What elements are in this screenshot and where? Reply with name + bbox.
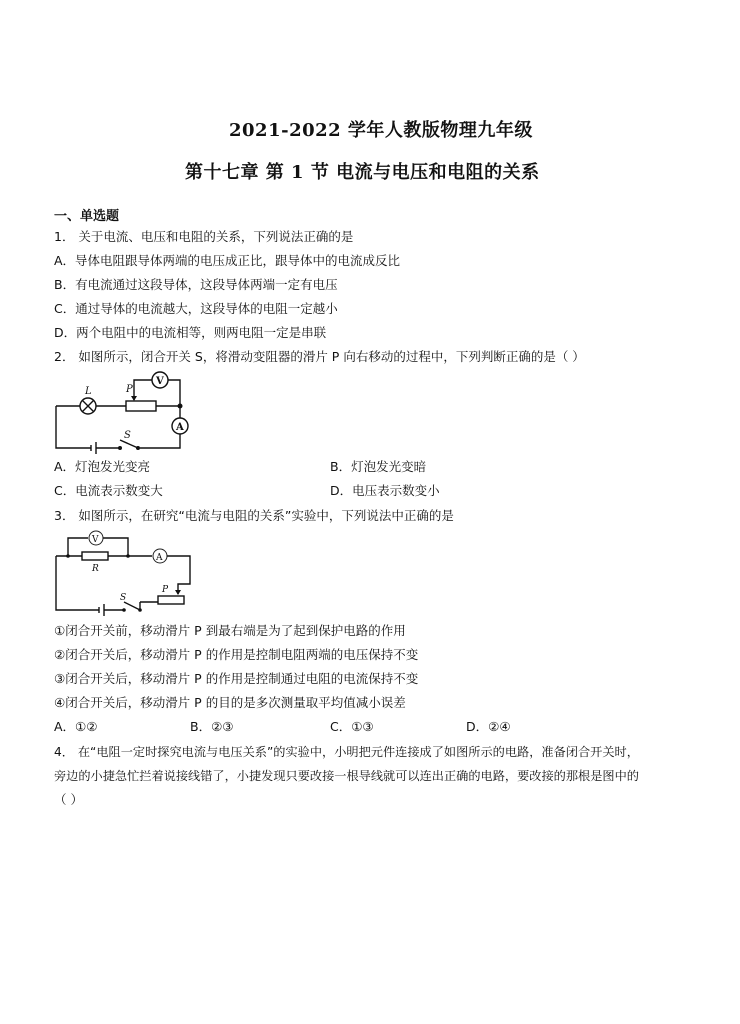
wire	[68, 538, 88, 556]
question-3-option-d: D．②④	[466, 719, 511, 734]
question-3-statement-2: ②闭合开关后，移动滑片 P 的作用是控制电阻两端的电压保持不变	[54, 647, 419, 662]
section-heading: 一、单选题	[54, 209, 120, 224]
question-2-stem: 2． 如图所示，闭合开关 S，将滑动变阻器的滑片 P 向右移动的过程中，下列判断正确的是（ ）	[54, 349, 585, 364]
question-3-option-b: B．②③	[190, 719, 234, 734]
chapter-title: 第十七章 第 1 节 电流与电压和电阻的关系	[185, 162, 540, 183]
question-1-stem: 1． 关于电流、电压和电阻的关系，下列说法正确的是	[54, 229, 354, 244]
resistor-label: R	[92, 564, 99, 574]
wire	[56, 406, 91, 448]
question-2-circuit-diagram	[54, 370, 194, 455]
switch-label: S	[120, 593, 127, 603]
wire	[168, 380, 180, 406]
ammeter-label: A	[156, 553, 163, 563]
question-2-option-b: B．灯泡发光变暗	[330, 459, 427, 474]
question-1-option-d: D．两个电阻中的电流相等，则两电阻一定是串联	[54, 325, 327, 340]
question-2-option-a: A．灯泡发光变亮	[54, 459, 151, 474]
question-3-statement-4: ④闭合开关后，移动滑片 P 的目的是多次测量取平均值减小误差	[54, 695, 406, 710]
question-1-option-a: A．导体电阻跟导体两端的电压成正比，跟导体中的电流成反比	[54, 253, 401, 268]
slider-label: P	[126, 384, 133, 395]
question-3-option-a: A．①②	[54, 719, 98, 734]
lamp-icon	[80, 398, 96, 414]
wire	[167, 556, 190, 594]
question-3-statement-3: ③闭合开关后，移动滑片 P 的作用是控制通过电阻的电流保持不变	[54, 671, 419, 686]
switch-label: S	[124, 430, 131, 441]
voltmeter-label: V	[156, 376, 164, 387]
wire	[134, 380, 152, 390]
rheostat-icon	[158, 596, 184, 604]
battery-icon	[99, 604, 104, 616]
wire	[140, 434, 180, 448]
lamp-label: L	[85, 386, 92, 397]
question-3-option-c: C．①③	[330, 719, 374, 734]
question-4-stem-line-1: 4． 在“电阻一定时探究电流与电压关系”的实验中，小明把元件连接成了如图所示的电路，准备闭合开关时，	[54, 745, 639, 759]
question-1-option-b: B．有电流通过这段导体，这段导体两端一定有电压	[54, 277, 338, 292]
question-2-option-c: C．电流表示数变大	[54, 483, 163, 498]
switch-icon	[124, 602, 140, 610]
resistor-icon	[82, 552, 108, 560]
rheostat-icon	[126, 401, 156, 411]
slider-label: P	[162, 585, 169, 595]
question-2-option-d: D．电压表示数变小	[330, 483, 440, 498]
switch-icon	[120, 440, 138, 448]
question-1-option-c: C．通过导体的电流越大，这段导体的电阻一定越小	[54, 301, 338, 316]
page-title: 2021-2022 学年人教版物理九年级	[229, 120, 533, 141]
question-4-stem-line-2: 旁边的小捷急忙拦着说接线错了，小捷发现只要改接一根导线就可以连出正确的电路，要改接的那根是图中的	[54, 769, 639, 783]
question-4-stem-line-3: （ ）	[54, 792, 83, 807]
wire	[103, 538, 128, 556]
slider-arrow-icon	[175, 590, 181, 595]
question-3-statement-1: ①闭合开关前，移动滑片 P 到最右端是为了起到保护电路的作用	[54, 623, 406, 638]
question-3-circuit-diagram	[54, 526, 199, 616]
question-3-stem: 3． 如图所示，在研究“电流与电阻的关系”实验中，下列说法中正确的是	[54, 508, 454, 523]
battery-icon	[91, 442, 96, 454]
voltmeter-label: V	[92, 535, 99, 545]
ammeter-label: A	[176, 422, 184, 433]
